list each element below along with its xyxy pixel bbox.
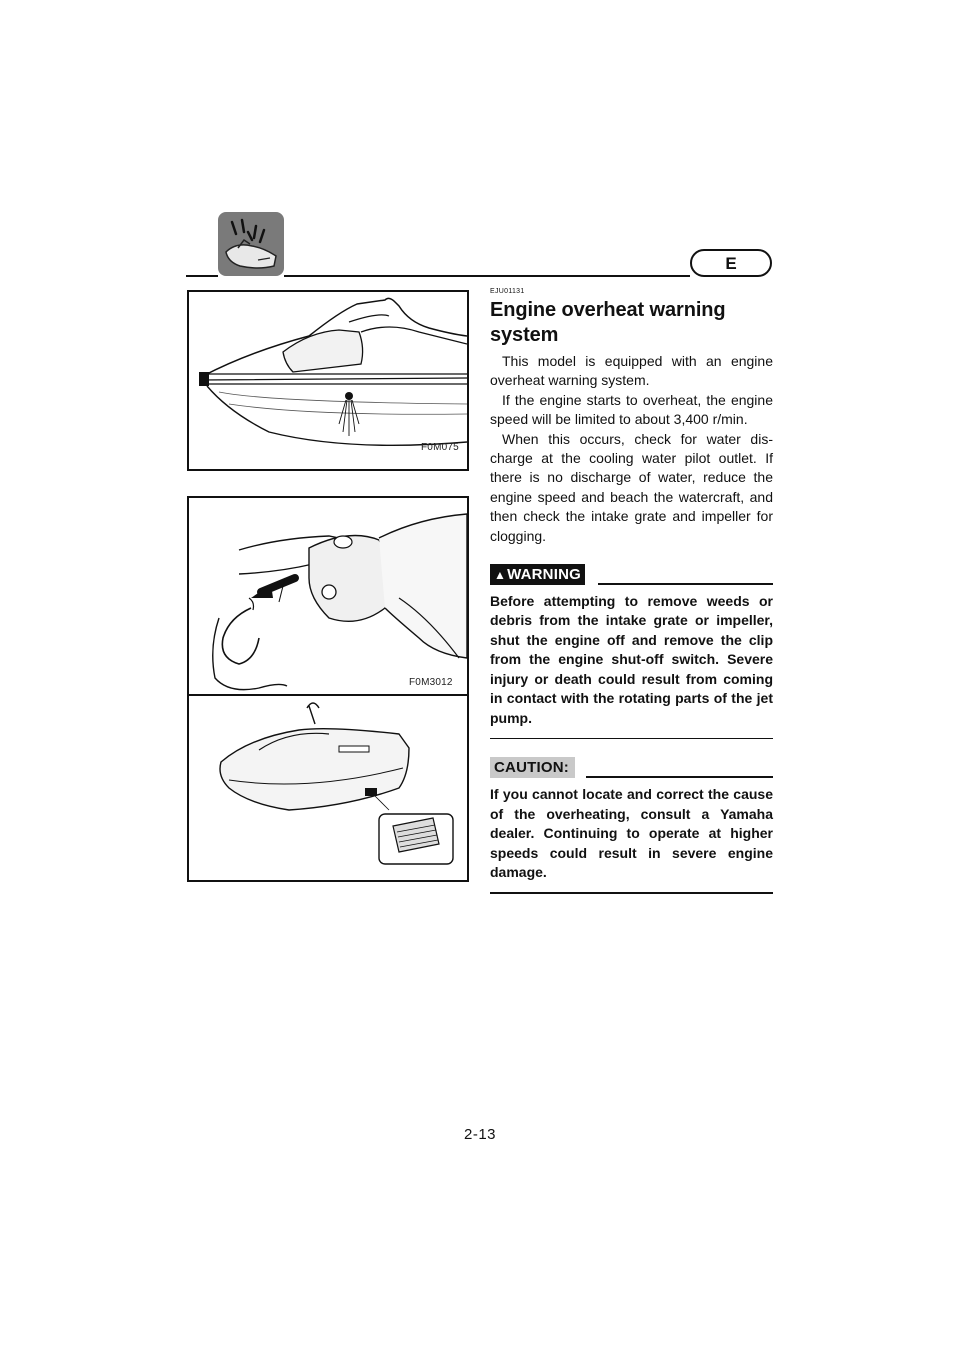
- warning-badge: [490, 564, 585, 585]
- caution-end-rule: [490, 892, 773, 894]
- page-number: 2-13: [463, 1126, 497, 1143]
- figure-shutoff-and-intake: [187, 496, 469, 882]
- warning-rule: [598, 583, 773, 585]
- caution-header: [490, 753, 773, 779]
- paragraph-3: When this occurs, check for water dis-charge at the cooling water pilot outlet. If there is no discharge of water, reduce the engine speed and beach the watercraft, and then check the intake grate and impeller for clogging.: [490, 430, 773, 544]
- text-column: [490, 288, 773, 894]
- warning-header: [490, 560, 773, 586]
- figure-divider: [189, 694, 467, 696]
- warning-triangle-icon: ▲: [494, 568, 507, 583]
- caution-label: CAUTION:: [494, 759, 569, 777]
- handlebar-clip-illustration: [189, 498, 467, 880]
- warning-label: WARNING: [507, 566, 581, 584]
- section-letter-badge: [690, 249, 772, 277]
- header-rule-left: [186, 275, 218, 277]
- caution-text: If you cannot locate and correct the cause of the overheating, consult a Yamaha dealer. Continuing to operate at higher speeds could result in severe engine damage.: [490, 786, 773, 881]
- figure-pilot-outlet: [187, 290, 469, 471]
- header-rule-right: [284, 275, 690, 277]
- section-letter: E: [725, 254, 737, 273]
- warning-text: Before attempting to remove weeds or debris from the intake grate or impeller, shut the engine off and remove the clip from the engine shut-off switch. Severe injury or death could result from coming in contact with the rotating parts of the jet pump.: [490, 593, 773, 726]
- warning-end-rule: [490, 738, 773, 740]
- paragraph-1: This model is equipped with an engine overheat warning system.: [490, 353, 773, 389]
- caution-badge: [490, 757, 575, 778]
- paragraph-2: If the engine starts to overheat, the engine speed will be limited to about 3,400 r/min.: [490, 391, 773, 428]
- section-icon: [218, 212, 284, 276]
- figure-label-middle: F0M3012: [409, 677, 453, 688]
- figure-label-top: F0M075: [421, 442, 459, 453]
- section-code: EJU01131: [490, 288, 525, 295]
- caution-rule: [586, 776, 773, 778]
- section-title: Engine overheat warning system: [490, 299, 726, 346]
